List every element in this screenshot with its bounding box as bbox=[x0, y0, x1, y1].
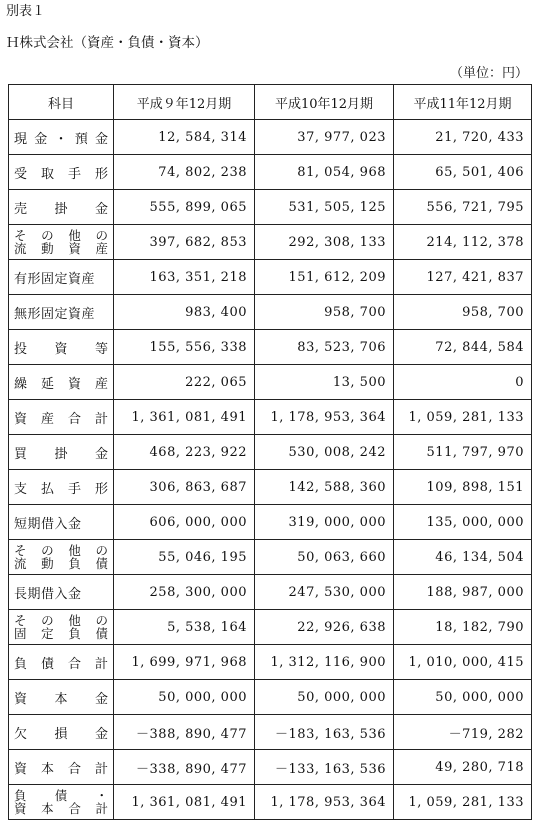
table-row bbox=[9, 540, 532, 575]
row-item-label bbox=[9, 575, 114, 610]
cell-value-h11: 1, 010, 000, 415 bbox=[394, 645, 532, 680]
row-item-text: 負 債 合 計 bbox=[14, 656, 108, 672]
cell-value-h9: 1, 361, 081, 491 bbox=[114, 400, 255, 435]
table-row bbox=[9, 120, 532, 155]
row-item-label bbox=[9, 260, 114, 295]
table-row bbox=[9, 575, 532, 610]
cell-value-h11: 72, 844, 584 bbox=[394, 330, 532, 365]
document-title: Ｈ株式会社（資産・負債・資本） bbox=[6, 35, 209, 51]
row-item-text: 繰 延 資 産 bbox=[14, 376, 108, 392]
cell-value-h9: 606, 000, 000 bbox=[114, 505, 255, 540]
cell-value-h9: 397, 682, 853 bbox=[114, 225, 255, 260]
row-item-text: そ の 他 の 流 動 資 産 bbox=[14, 228, 108, 256]
row-item-text: 有形固定資産 bbox=[14, 271, 96, 287]
row-item-label bbox=[9, 540, 114, 575]
row-item-label bbox=[9, 400, 114, 435]
cell-value-h9: －388, 890, 477 bbox=[114, 715, 255, 750]
cell-value-h10: 13, 500 bbox=[255, 365, 394, 400]
cell-value-h11: 188, 987, 000 bbox=[394, 575, 532, 610]
cell-value-h9: 1, 699, 971, 968 bbox=[114, 645, 255, 680]
row-item-text: 資 産 合 計 bbox=[14, 411, 108, 427]
cell-value-h10: 1, 178, 953, 364 bbox=[255, 785, 394, 820]
cell-value-h11: 135, 000, 000 bbox=[394, 505, 532, 540]
table-header-row bbox=[9, 85, 532, 120]
table-row bbox=[9, 785, 532, 820]
row-item-text: 無形固定資産 bbox=[14, 306, 96, 322]
cell-value-h10: 1, 178, 953, 364 bbox=[255, 400, 394, 435]
cell-value-h9: －338, 890, 477 bbox=[114, 750, 255, 785]
row-item-text: 負 債 ・ 資 本 合 計 bbox=[14, 788, 108, 816]
table-row bbox=[9, 330, 532, 365]
row-item-label bbox=[9, 330, 114, 365]
row-item-text: 買 掛 金 bbox=[14, 446, 108, 462]
cell-value-h9: 555, 899, 065 bbox=[114, 190, 255, 225]
cell-value-h11: 214, 112, 378 bbox=[394, 225, 532, 260]
cell-value-h11: 65, 501, 406 bbox=[394, 155, 532, 190]
cell-value-h11: 1, 059, 281, 133 bbox=[394, 785, 532, 820]
cell-value-h10: 319, 000, 000 bbox=[255, 505, 394, 540]
cell-value-h9: 222, 065 bbox=[114, 365, 255, 400]
document-label: 別表１ bbox=[6, 4, 46, 19]
row-item-label bbox=[9, 365, 114, 400]
cell-value-h11: 46, 134, 504 bbox=[394, 540, 532, 575]
cell-value-h9: 468, 223, 922 bbox=[114, 435, 255, 470]
cell-value-h10: 37, 977, 023 bbox=[255, 120, 394, 155]
cell-value-h10: －183, 163, 536 bbox=[255, 715, 394, 750]
cell-value-h9: 163, 351, 218 bbox=[114, 260, 255, 295]
row-item-label bbox=[9, 680, 114, 715]
cell-value-h11: 21, 720, 433 bbox=[394, 120, 532, 155]
row-item-text: 資 本 金 bbox=[14, 691, 108, 707]
cell-value-h10: －133, 163, 536 bbox=[255, 750, 394, 785]
cell-value-h10: 531, 505, 125 bbox=[255, 190, 394, 225]
row-item-text: 長期借入金 bbox=[14, 586, 82, 602]
unit-note: （単位：円） bbox=[449, 66, 528, 81]
cell-value-h11: 127, 421, 837 bbox=[394, 260, 532, 295]
table-row bbox=[9, 365, 532, 400]
cell-value-h10: 50, 000, 000 bbox=[255, 680, 394, 715]
cell-value-h11: 556, 721, 795 bbox=[394, 190, 532, 225]
cell-value-h11: 50, 000, 000 bbox=[394, 680, 532, 715]
cell-value-h9: 983, 400 bbox=[114, 295, 255, 330]
table-row bbox=[9, 155, 532, 190]
row-item-label bbox=[9, 750, 114, 785]
table-row bbox=[9, 750, 532, 785]
row-item-label bbox=[9, 610, 114, 645]
cell-value-h10: 142, 588, 360 bbox=[255, 470, 394, 505]
cell-value-h9: 5, 538, 164 bbox=[114, 610, 255, 645]
header-h10: 平成10年12月期 bbox=[255, 85, 394, 120]
row-item-text: 支 払 手 形 bbox=[14, 481, 108, 497]
cell-value-h10: 81, 054, 968 bbox=[255, 155, 394, 190]
row-item-text: 受 取 手 形 bbox=[14, 166, 108, 182]
row-item-label bbox=[9, 470, 114, 505]
table-row bbox=[9, 190, 532, 225]
table-row bbox=[9, 470, 532, 505]
row-item-label bbox=[9, 505, 114, 540]
cell-value-h10: 292, 308, 133 bbox=[255, 225, 394, 260]
table-row bbox=[9, 715, 532, 750]
table-row bbox=[9, 610, 532, 645]
table-row bbox=[9, 260, 532, 295]
cell-value-h9: 306, 863, 687 bbox=[114, 470, 255, 505]
table-row bbox=[9, 225, 532, 260]
row-item-label bbox=[9, 435, 114, 470]
cell-value-h11: 49, 280, 718 bbox=[394, 750, 532, 785]
cell-value-h10: 50, 063, 660 bbox=[255, 540, 394, 575]
row-item-text: 投 資 等 bbox=[14, 341, 108, 357]
table-row bbox=[9, 505, 532, 540]
cell-value-h11: －719, 282 bbox=[394, 715, 532, 750]
cell-value-h11: 109, 898, 151 bbox=[394, 470, 532, 505]
cell-value-h9: 12, 584, 314 bbox=[114, 120, 255, 155]
table-row bbox=[9, 645, 532, 680]
table-row bbox=[9, 400, 532, 435]
row-item-text: 短期借入金 bbox=[14, 516, 82, 532]
cell-value-h11: 958, 700 bbox=[394, 295, 532, 330]
cell-value-h11: 18, 182, 790 bbox=[394, 610, 532, 645]
row-item-label bbox=[9, 295, 114, 330]
row-item-text: そ の 他 の 流 動 負 債 bbox=[14, 543, 108, 571]
row-item-label bbox=[9, 155, 114, 190]
cell-value-h9: 258, 300, 000 bbox=[114, 575, 255, 610]
cell-value-h11: 0 bbox=[394, 365, 532, 400]
table-row bbox=[9, 680, 532, 715]
row-item-label bbox=[9, 785, 114, 820]
table-row bbox=[9, 435, 532, 470]
cell-value-h10: 151, 612, 209 bbox=[255, 260, 394, 295]
cell-value-h10: 958, 700 bbox=[255, 295, 394, 330]
row-item-text: 現 金 ・ 預 金 bbox=[14, 131, 108, 147]
row-item-label bbox=[9, 120, 114, 155]
cell-value-h9: 55, 046, 195 bbox=[114, 540, 255, 575]
header-h11: 平成11年12月期 bbox=[394, 85, 532, 120]
row-item-label bbox=[9, 190, 114, 225]
row-item-text: 売 掛 金 bbox=[14, 201, 108, 217]
balance-sheet-table bbox=[8, 84, 532, 820]
row-item-text: 欠 損 金 bbox=[14, 726, 108, 742]
cell-value-h10: 1, 312, 116, 900 bbox=[255, 645, 394, 680]
header-h9: 平成９年12月期 bbox=[114, 85, 255, 120]
row-item-label bbox=[9, 715, 114, 750]
cell-value-h9: 1, 361, 081, 491 bbox=[114, 785, 255, 820]
cell-value-h11: 511, 797, 970 bbox=[394, 435, 532, 470]
cell-value-h10: 247, 530, 000 bbox=[255, 575, 394, 610]
header-item: 科目 bbox=[9, 85, 114, 120]
cell-value-h9: 74, 802, 238 bbox=[114, 155, 255, 190]
cell-value-h11: 1, 059, 281, 133 bbox=[394, 400, 532, 435]
row-item-text: 資 本 合 計 bbox=[14, 761, 108, 777]
cell-value-h10: 22, 926, 638 bbox=[255, 610, 394, 645]
row-item-text: そ の 他 の 固 定 負 債 bbox=[14, 613, 108, 641]
cell-value-h10: 83, 523, 706 bbox=[255, 330, 394, 365]
row-item-label bbox=[9, 225, 114, 260]
cell-value-h10: 530, 008, 242 bbox=[255, 435, 394, 470]
cell-value-h9: 155, 556, 338 bbox=[114, 330, 255, 365]
cell-value-h9: 50, 000, 000 bbox=[114, 680, 255, 715]
table-row bbox=[9, 295, 532, 330]
row-item-label bbox=[9, 645, 114, 680]
